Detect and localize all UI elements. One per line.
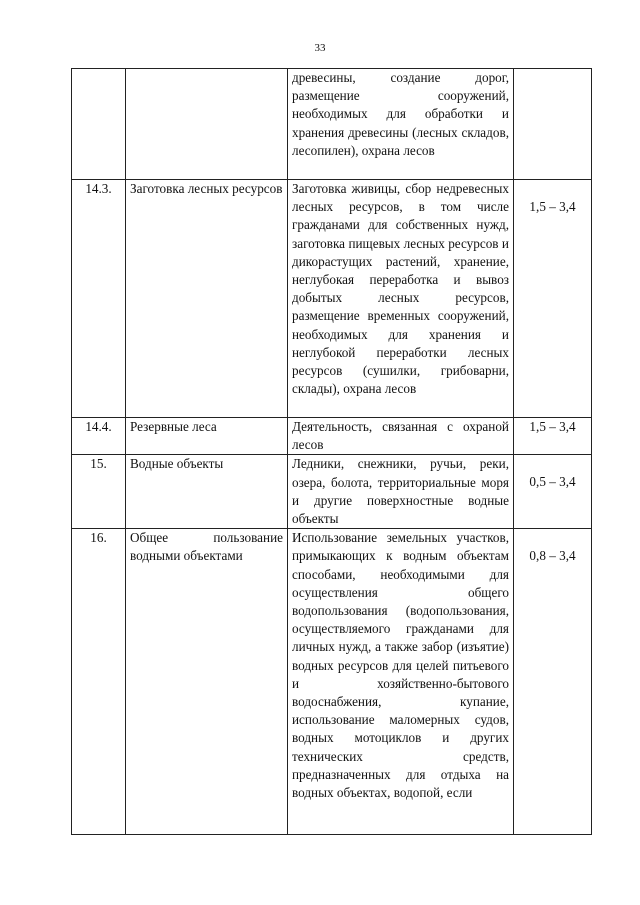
coefficient-value: 1,5 – 3,4 (529, 419, 576, 434)
table-row (72, 69, 592, 180)
land-use-description: Использование земельных участков, примыкающих к водным объектам способами, необходимыми для осуществления общего водопользования (водопользования, осуществляемого гражданами для личных нужд, а также забор (изъятие) водных ресурсов для целей питьевого и хозяйственно-бытового водоснабжения, купание, использование маломерных судов, водных мотоциклов и других технических средств, предназначенных для отдыха на водных объектах, водопой, если (288, 529, 514, 835)
coefficient-value: 0,8 – 3,4 (529, 548, 576, 564)
row-number: 14.3. (72, 180, 126, 418)
row-number (72, 69, 126, 180)
land-use-description: древесины, создание дорог, размещение сооружений, необходимых для обработки и хранения древесины (лесных складов, лесопилен), охрана лесов (288, 69, 514, 180)
land-use-table (71, 68, 592, 835)
row-number: 16. (72, 529, 126, 835)
coefficient-cell (514, 69, 592, 180)
coefficient-cell (514, 529, 592, 835)
row-number: 14.4. (72, 418, 126, 455)
land-use-type (126, 69, 288, 180)
coefficient-cell (514, 455, 592, 529)
table-row (72, 529, 592, 835)
land-use-type: Резервные леса (126, 418, 288, 455)
coefficient-value: 1,5 – 3,4 (529, 199, 576, 214)
table-row (72, 418, 592, 455)
land-use-type: Заготовка лесных ресурсов (126, 180, 288, 418)
row-number: 15. (72, 455, 126, 529)
land-use-description: Ледники, снежники, ручьи, реки, озера, болота, территориальные моря и другие поверхностные водные объекты (288, 455, 514, 529)
coefficient-cell (514, 418, 592, 455)
land-use-type: Общее пользование водными объектами (126, 529, 288, 835)
land-use-type: Водные объекты (126, 455, 288, 529)
land-use-description: Заготовка живицы, сбор недревесных лесных ресурсов, в том числе гражданами для собственных нужд, заготовка пищевых лесных ресурсов и дикорастущих растений, хранение, неглубокая переработка и вывоз добытых лесных ресурсов, размещение временных сооружений, необходимых для хранения и неглубокой переработки лесных ресурсов (сушилки, грибоварни, склады), охрана лесов (288, 180, 514, 418)
page-number: 33 (314, 42, 326, 54)
land-use-description: Деятельность, связанная с охраной лесов (288, 418, 514, 455)
table-row (72, 455, 592, 529)
coefficient-cell (514, 180, 592, 418)
coefficient-value: 0,5 – 3,4 (529, 474, 576, 490)
table-row (72, 180, 592, 418)
